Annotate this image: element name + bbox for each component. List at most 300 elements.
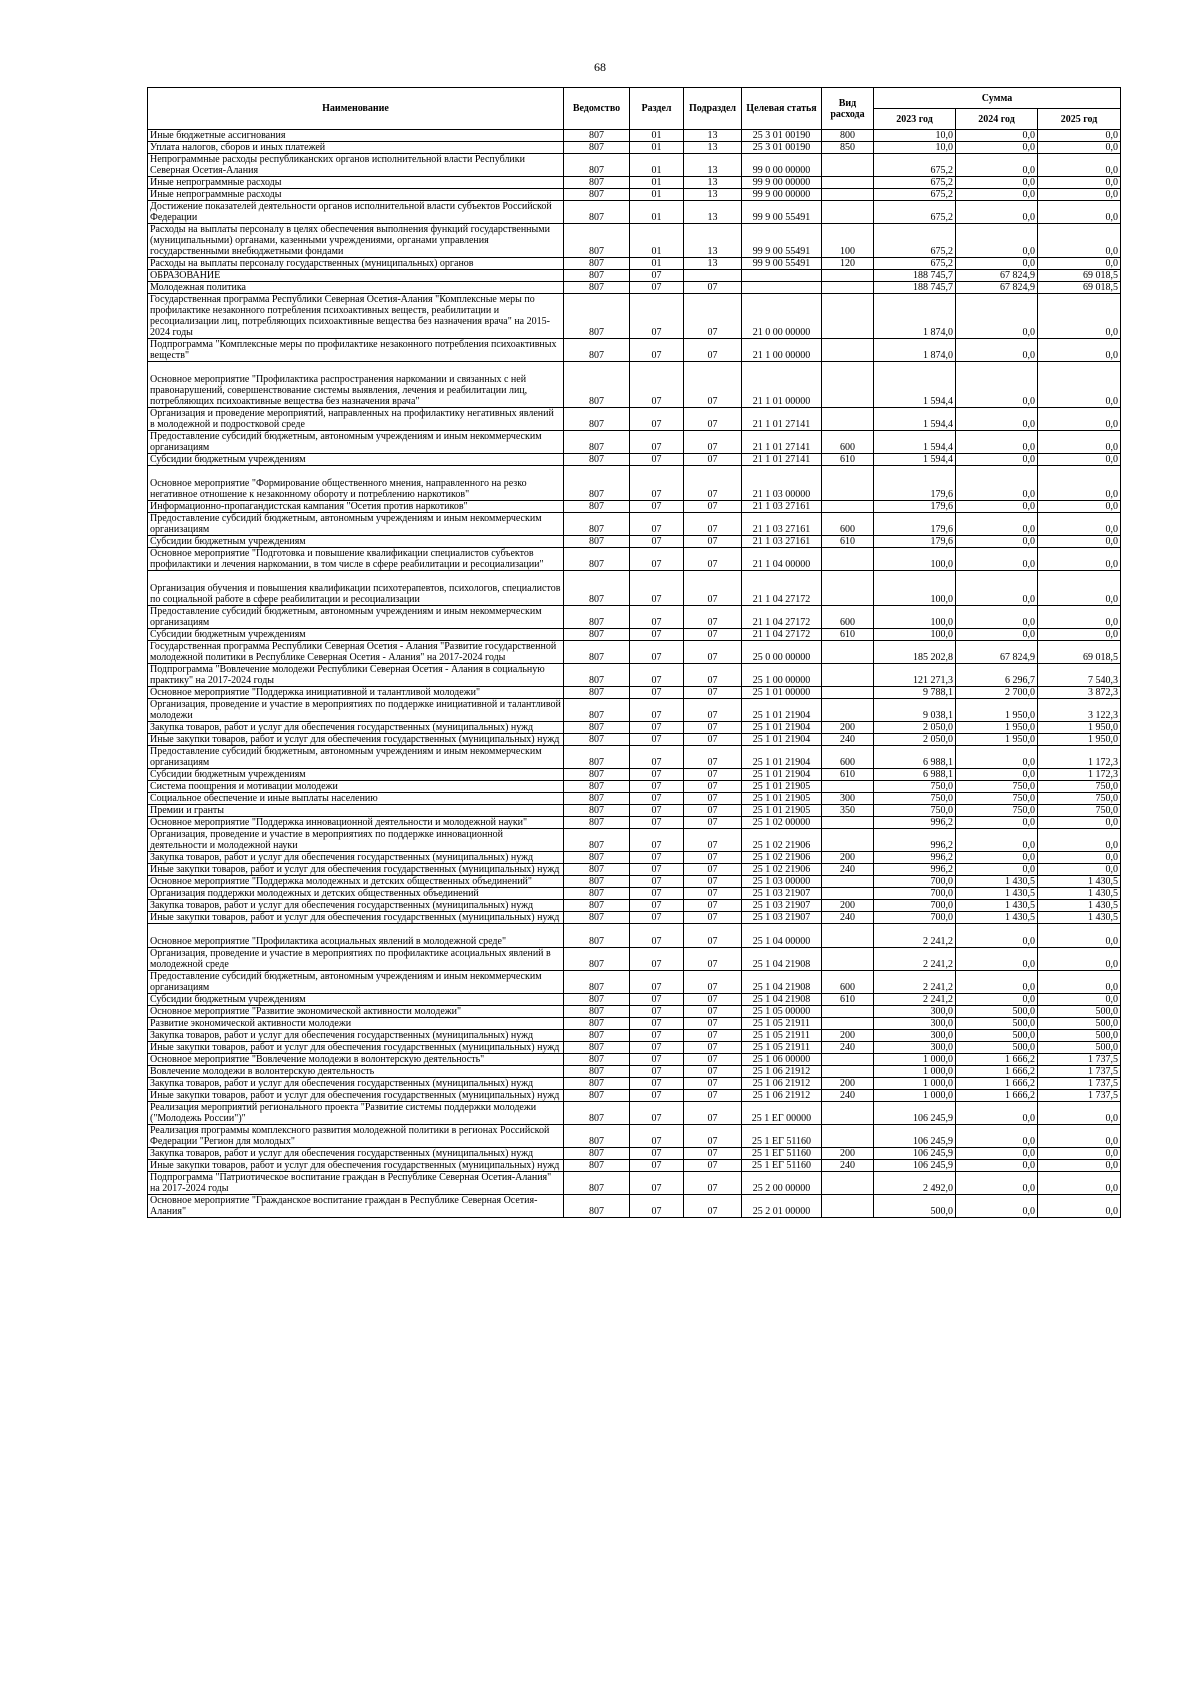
cell-name: Иные закупки товаров, работ и услуг для обеспечения государственных (муниципальных) нужд <box>148 1160 564 1172</box>
cell-podrazdel: 07 <box>684 722 742 734</box>
cell-target-article: 25 1 02 21906 <box>742 852 822 864</box>
cell-name: Основное мероприятие "Подготовка и повышение квалификации специалистов субъектов профилактики и лечения наркомании, в том числе в сфере реабилитации и ресоциализации" <box>148 548 564 571</box>
cell-2024: 1 666,2 <box>956 1066 1038 1078</box>
cell-vedomstvo: 807 <box>564 177 630 189</box>
cell-expense-type <box>822 817 874 829</box>
cell-name: Расходы на выплаты персоналу в целях обеспечения выполнения функций государственными (муниципальными) органами, казенными учреждениями, органами управления государственными внебюджетными фондами <box>148 224 564 258</box>
cell-name: Уплата налогов, сборов и иных платежей <box>148 142 564 154</box>
cell-expense-type: 610 <box>822 994 874 1006</box>
cell-name: Государственная программа Республики Северная Осетия-Алания "Комплексные меры по профилактике незаконного потребления психоактивных веществ, реабилитации и ресоциализации лиц, потребляющих психоактивные вещества без назначения врача" на 2015-2024 годы <box>148 294 564 339</box>
cell-2024: 0,0 <box>956 948 1038 971</box>
cell-vedomstvo: 807 <box>564 154 630 177</box>
cell-2025: 1 737,5 <box>1038 1078 1121 1090</box>
cell-2024: 0,0 <box>956 294 1038 339</box>
cell-2024: 1 430,5 <box>956 876 1038 888</box>
cell-name: Предоставление субсидий бюджетным, автономным учреждениям и иным некоммерческим организациям <box>148 513 564 536</box>
cell-2023: 2 241,2 <box>874 994 956 1006</box>
cell-2024: 67 824,9 <box>956 282 1038 294</box>
cell-expense-type <box>822 1172 874 1195</box>
cell-expense-type <box>822 294 874 339</box>
cell-razdel: 07 <box>630 817 684 829</box>
cell-razdel: 07 <box>630 1160 684 1172</box>
cell-name: Иные бюджетные ассигнования <box>148 130 564 142</box>
cell-2024: 0,0 <box>956 339 1038 362</box>
cell-2025: 0,0 <box>1038 201 1121 224</box>
cell-name: Субсидии бюджетным учреждениям <box>148 629 564 641</box>
cell-podrazdel: 07 <box>684 629 742 641</box>
cell-vedomstvo: 807 <box>564 1018 630 1030</box>
cell-razdel: 01 <box>630 177 684 189</box>
cell-podrazdel: 07 <box>684 1054 742 1066</box>
cell-name: Закупка товаров, работ и услуг для обеспечения государственных (муниципальных) нужд <box>148 1078 564 1090</box>
cell-podrazdel: 07 <box>684 454 742 466</box>
cell-2023: 996,2 <box>874 817 956 829</box>
cell-podrazdel: 07 <box>684 699 742 722</box>
table-row <box>148 699 1121 722</box>
cell-vedomstvo: 807 <box>564 142 630 154</box>
cell-podrazdel: 07 <box>684 687 742 699</box>
cell-name: Иные закупки товаров, работ и услуг для обеспечения государственных (муниципальных) нужд <box>148 912 564 924</box>
cell-razdel: 07 <box>630 548 684 571</box>
cell-target-article: 25 1 ЕГ 51160 <box>742 1160 822 1172</box>
cell-expense-type: 240 <box>822 1090 874 1102</box>
cell-2023: 675,2 <box>874 201 956 224</box>
cell-2023: 1 000,0 <box>874 1090 956 1102</box>
cell-razdel: 07 <box>630 513 684 536</box>
cell-podrazdel: 07 <box>684 1006 742 1018</box>
cell-2024: 0,0 <box>956 189 1038 201</box>
table-row <box>148 454 1121 466</box>
cell-expense-type <box>822 948 874 971</box>
cell-2025: 0,0 <box>1038 142 1121 154</box>
cell-target-article: 25 1 01 21904 <box>742 699 822 722</box>
header-razdel: Раздел <box>630 88 684 130</box>
cell-expense-type <box>822 1006 874 1018</box>
cell-expense-type: 300 <box>822 793 874 805</box>
cell-target-article: 21 1 03 00000 <box>742 466 822 501</box>
cell-razdel: 07 <box>630 1078 684 1090</box>
cell-2025: 0,0 <box>1038 1160 1121 1172</box>
cell-podrazdel: 07 <box>684 1172 742 1195</box>
cell-name: Закупка товаров, работ и услуг для обеспечения государственных (муниципальных) нужд <box>148 1030 564 1042</box>
cell-2025: 0,0 <box>1038 817 1121 829</box>
cell-expense-type: 200 <box>822 1078 874 1090</box>
cell-podrazdel: 07 <box>684 948 742 971</box>
cell-2025: 0,0 <box>1038 408 1121 431</box>
cell-2025: 1 950,0 <box>1038 722 1121 734</box>
table-row <box>148 876 1121 888</box>
cell-podrazdel: 07 <box>684 1066 742 1078</box>
cell-vedomstvo: 807 <box>564 769 630 781</box>
cell-name: Государственная программа Республики Северная Осетия - Алания "Развитие государственной молодежной политики в Республике Северная Осетия - Алания" на 2017-2024 годы <box>148 641 564 664</box>
cell-name: Реализация мероприятий регионального проекта "Развитие системы поддержки молодежи ("Молодежь России")" <box>148 1102 564 1125</box>
cell-target-article: 25 1 02 00000 <box>742 817 822 829</box>
table-row <box>148 1125 1121 1148</box>
cell-vedomstvo: 807 <box>564 864 630 876</box>
cell-podrazdel: 13 <box>684 189 742 201</box>
cell-name: Премии и гранты <box>148 805 564 817</box>
cell-name: Организация и проведение мероприятий, направленных на профилактику негативных явлений в молодежной и подростковой среде <box>148 408 564 431</box>
cell-2023: 106 245,9 <box>874 1160 956 1172</box>
cell-vedomstvo: 807 <box>564 606 630 629</box>
cell-2025: 1 430,5 <box>1038 912 1121 924</box>
cell-2024: 500,0 <box>956 1006 1038 1018</box>
cell-vedomstvo: 807 <box>564 817 630 829</box>
table-row <box>148 270 1121 282</box>
cell-2025: 0,0 <box>1038 1125 1121 1148</box>
cell-vedomstvo: 807 <box>564 201 630 224</box>
cell-razdel: 07 <box>630 270 684 282</box>
cell-razdel: 07 <box>630 1148 684 1160</box>
cell-2025: 69 018,5 <box>1038 270 1121 282</box>
cell-2024: 1 950,0 <box>956 734 1038 746</box>
cell-razdel: 07 <box>630 829 684 852</box>
cell-name: Основное мероприятие "Профилактика асоциальных явлений в молодежной среде" <box>148 924 564 948</box>
cell-razdel: 07 <box>630 746 684 769</box>
cell-target-article: 25 1 ЕГ 51160 <box>742 1125 822 1148</box>
cell-2025: 3 872,3 <box>1038 687 1121 699</box>
cell-podrazdel: 07 <box>684 1160 742 1172</box>
cell-2024: 1 666,2 <box>956 1078 1038 1090</box>
cell-2024: 0,0 <box>956 1102 1038 1125</box>
cell-2023: 121 271,3 <box>874 664 956 687</box>
cell-podrazdel: 07 <box>684 1148 742 1160</box>
cell-name: Основное мероприятие "Поддержка инициативной и талантливой молодежи" <box>148 687 564 699</box>
cell-2025: 1 430,5 <box>1038 876 1121 888</box>
cell-2024: 750,0 <box>956 793 1038 805</box>
cell-2024: 0,0 <box>956 501 1038 513</box>
cell-2023: 300,0 <box>874 1042 956 1054</box>
cell-2025: 0,0 <box>1038 864 1121 876</box>
cell-podrazdel: 07 <box>684 1042 742 1054</box>
cell-expense-type <box>822 177 874 189</box>
cell-target-article: 21 1 03 27161 <box>742 501 822 513</box>
cell-razdel: 07 <box>630 629 684 641</box>
cell-vedomstvo: 807 <box>564 699 630 722</box>
header-podrazdel: Подраздел <box>684 88 742 130</box>
cell-2023: 700,0 <box>874 912 956 924</box>
cell-podrazdel: 07 <box>684 924 742 948</box>
cell-2025: 500,0 <box>1038 1018 1121 1030</box>
table-row <box>148 571 1121 606</box>
cell-podrazdel: 07 <box>684 1030 742 1042</box>
cell-name: Закупка товаров, работ и услуг для обеспечения государственных (муниципальных) нужд <box>148 1148 564 1160</box>
cell-2023: 1 000,0 <box>874 1066 956 1078</box>
cell-vedomstvo: 807 <box>564 294 630 339</box>
cell-vedomstvo: 807 <box>564 722 630 734</box>
cell-podrazdel: 07 <box>684 971 742 994</box>
cell-vedomstvo: 807 <box>564 1066 630 1078</box>
cell-name: Предоставление субсидий бюджетным, автономным учреждениям и иным некоммерческим организациям <box>148 606 564 629</box>
cell-2025: 0,0 <box>1038 177 1121 189</box>
cell-expense-type: 610 <box>822 769 874 781</box>
cell-expense-type <box>822 362 874 408</box>
cell-podrazdel: 07 <box>684 1125 742 1148</box>
cell-expense-type <box>822 282 874 294</box>
cell-2024: 500,0 <box>956 1018 1038 1030</box>
cell-target-article: 21 1 01 27141 <box>742 431 822 454</box>
table-row <box>148 1066 1121 1078</box>
cell-podrazdel: 07 <box>684 282 742 294</box>
cell-target-article: 25 1 01 21904 <box>742 734 822 746</box>
cell-2023: 106 245,9 <box>874 1148 956 1160</box>
cell-vedomstvo: 807 <box>564 1030 630 1042</box>
header-name: Наименование <box>148 88 564 130</box>
cell-2025: 750,0 <box>1038 805 1121 817</box>
cell-expense-type: 610 <box>822 454 874 466</box>
cell-podrazdel: 13 <box>684 154 742 177</box>
cell-2023: 188 745,7 <box>874 282 956 294</box>
cell-2024: 67 824,9 <box>956 270 1038 282</box>
cell-expense-type <box>822 154 874 177</box>
cell-2023: 179,6 <box>874 466 956 501</box>
cell-expense-type <box>822 201 874 224</box>
cell-2023: 750,0 <box>874 781 956 793</box>
table-row <box>148 900 1121 912</box>
table-row <box>148 924 1121 948</box>
cell-name: Иные непрограммные расходы <box>148 177 564 189</box>
cell-2024: 1 950,0 <box>956 722 1038 734</box>
cell-2025: 0,0 <box>1038 971 1121 994</box>
cell-name: Основное мероприятие "Гражданское воспитание граждан в Республике Северная Осетия- Алания" <box>148 1195 564 1218</box>
header-2023: 2023 год <box>874 109 956 130</box>
cell-name: Основное мероприятие "Вовлечение молодежи в волонтерскую деятельность" <box>148 1054 564 1066</box>
cell-2025: 0,0 <box>1038 362 1121 408</box>
cell-razdel: 07 <box>630 805 684 817</box>
cell-podrazdel: 13 <box>684 130 742 142</box>
cell-target-article: 25 1 01 00000 <box>742 687 822 699</box>
cell-2024: 0,0 <box>956 548 1038 571</box>
cell-podrazdel: 07 <box>684 734 742 746</box>
cell-vedomstvo: 807 <box>564 130 630 142</box>
cell-podrazdel: 07 <box>684 829 742 852</box>
cell-razdel: 07 <box>630 912 684 924</box>
cell-2023: 700,0 <box>874 876 956 888</box>
cell-target-article: 25 1 04 00000 <box>742 924 822 948</box>
cell-name: Организация, проведение и участие в мероприятиях по поддержке инициативной и талантливой молодежи <box>148 699 564 722</box>
cell-name: Иные непрограммные расходы <box>148 189 564 201</box>
cell-target-article: 25 1 01 21905 <box>742 781 822 793</box>
cell-vedomstvo: 807 <box>564 258 630 270</box>
cell-2023: 675,2 <box>874 258 956 270</box>
cell-name: Организация, проведение и участие в мероприятиях по профилактике асоциальных явлений в молодежной среде <box>148 948 564 971</box>
cell-2025: 0,0 <box>1038 154 1121 177</box>
cell-name: Молодежная политика <box>148 282 564 294</box>
cell-2023: 1 594,4 <box>874 408 956 431</box>
cell-target-article: 25 1 06 21912 <box>742 1066 822 1078</box>
cell-expense-type: 240 <box>822 734 874 746</box>
cell-2025: 0,0 <box>1038 466 1121 501</box>
cell-2024: 1 430,5 <box>956 888 1038 900</box>
cell-vedomstvo: 807 <box>564 1054 630 1066</box>
cell-razdel: 07 <box>630 864 684 876</box>
cell-razdel: 07 <box>630 852 684 864</box>
cell-name: Организация, проведение и участие в мероприятиях по поддержке инновационной деятельности и молодежной науки <box>148 829 564 852</box>
table-row <box>148 1042 1121 1054</box>
cell-target-article: 21 1 01 27141 <box>742 408 822 431</box>
cell-podrazdel: 07 <box>684 994 742 1006</box>
cell-2024: 0,0 <box>956 454 1038 466</box>
cell-target-article: 99 9 00 55491 <box>742 201 822 224</box>
cell-2024: 0,0 <box>956 362 1038 408</box>
cell-2024: 1 666,2 <box>956 1090 1038 1102</box>
table-row <box>148 888 1121 900</box>
cell-target-article: 25 1 ЕГ 51160 <box>742 1148 822 1160</box>
cell-2024: 0,0 <box>956 201 1038 224</box>
cell-2024: 0,0 <box>956 408 1038 431</box>
table-row <box>148 852 1121 864</box>
budget-table-wrapper <box>147 87 1120 1218</box>
cell-razdel: 07 <box>630 699 684 722</box>
cell-2024: 0,0 <box>956 769 1038 781</box>
cell-target-article: 25 2 01 00000 <box>742 1195 822 1218</box>
cell-podrazdel: 07 <box>684 900 742 912</box>
cell-2025: 0,0 <box>1038 339 1121 362</box>
cell-vedomstvo: 807 <box>564 641 630 664</box>
cell-2025: 1 737,5 <box>1038 1066 1121 1078</box>
cell-razdel: 07 <box>630 900 684 912</box>
cell-expense-type: 200 <box>822 1030 874 1042</box>
cell-vedomstvo: 807 <box>564 1125 630 1148</box>
cell-2025: 0,0 <box>1038 1195 1121 1218</box>
cell-target-article: 25 1 04 21908 <box>742 994 822 1006</box>
cell-expense-type: 850 <box>822 142 874 154</box>
cell-2023: 6 988,1 <box>874 746 956 769</box>
cell-razdel: 07 <box>630 687 684 699</box>
cell-razdel: 07 <box>630 948 684 971</box>
cell-2024: 0,0 <box>956 1125 1038 1148</box>
cell-2024: 0,0 <box>956 224 1038 258</box>
cell-name: Реализация программы комплексного развития молодежной политики в регионах Российской Федерации "Регион для молодых" <box>148 1125 564 1148</box>
cell-podrazdel: 13 <box>684 142 742 154</box>
cell-expense-type <box>822 641 874 664</box>
cell-2023: 6 988,1 <box>874 769 956 781</box>
cell-vedomstvo: 807 <box>564 1090 630 1102</box>
table-row <box>148 142 1121 154</box>
cell-2024: 1 430,5 <box>956 912 1038 924</box>
cell-name: ОБРАЗОВАНИЕ <box>148 270 564 282</box>
cell-name: Основное мероприятие "Профилактика распространения наркомании и связанных с ней правонарушений, совершенствование системы выявления, лечения и реабилитации лиц, потребляющих психоактивные вещества без назначения врача" <box>148 362 564 408</box>
cell-2023: 9 788,1 <box>874 687 956 699</box>
cell-razdel: 07 <box>630 1195 684 1218</box>
cell-target-article: 21 0 00 00000 <box>742 294 822 339</box>
cell-vedomstvo: 807 <box>564 548 630 571</box>
cell-2024: 0,0 <box>956 829 1038 852</box>
cell-2025: 69 018,5 <box>1038 641 1121 664</box>
cell-razdel: 01 <box>630 142 684 154</box>
cell-razdel: 07 <box>630 454 684 466</box>
cell-2024: 0,0 <box>956 142 1038 154</box>
cell-podrazdel: 13 <box>684 201 742 224</box>
cell-vedomstvo: 807 <box>564 781 630 793</box>
cell-razdel: 07 <box>630 1125 684 1148</box>
cell-vedomstvo: 807 <box>564 536 630 548</box>
table-row <box>148 408 1121 431</box>
cell-expense-type <box>822 1066 874 1078</box>
cell-2024: 0,0 <box>956 924 1038 948</box>
cell-razdel: 07 <box>630 793 684 805</box>
table-row <box>148 817 1121 829</box>
cell-2024: 0,0 <box>956 536 1038 548</box>
cell-target-article: 21 1 04 00000 <box>742 548 822 571</box>
cell-razdel: 07 <box>630 888 684 900</box>
cell-2023: 675,2 <box>874 177 956 189</box>
cell-expense-type: 200 <box>822 900 874 912</box>
cell-target-article: 21 1 03 27161 <box>742 536 822 548</box>
table-row <box>148 294 1121 339</box>
cell-podrazdel: 07 <box>684 466 742 501</box>
cell-target-article: 25 1 03 21907 <box>742 888 822 900</box>
cell-razdel: 07 <box>630 994 684 1006</box>
cell-name: Подпрограмма "Патриотическое воспитание граждан в Республике Северная Осетия-Алания" на 2017-2024 годы <box>148 1172 564 1195</box>
cell-target-article: 25 1 ЕГ 00000 <box>742 1102 822 1125</box>
cell-2023: 996,2 <box>874 829 956 852</box>
cell-2023: 996,2 <box>874 864 956 876</box>
cell-razdel: 07 <box>630 1018 684 1030</box>
cell-vedomstvo: 807 <box>564 912 630 924</box>
cell-podrazdel: 13 <box>684 224 742 258</box>
cell-name: Закупка товаров, работ и услуг для обеспечения государственных (муниципальных) нужд <box>148 722 564 734</box>
table-row <box>148 1090 1121 1102</box>
cell-razdel: 01 <box>630 189 684 201</box>
cell-expense-type <box>822 466 874 501</box>
table-row <box>148 722 1121 734</box>
cell-podrazdel: 07 <box>684 805 742 817</box>
table-row <box>148 189 1121 201</box>
cell-vedomstvo: 807 <box>564 571 630 606</box>
cell-2025: 0,0 <box>1038 548 1121 571</box>
cell-target-article: 25 1 02 21906 <box>742 864 822 876</box>
cell-expense-type <box>822 571 874 606</box>
cell-2024: 0,0 <box>956 571 1038 606</box>
cell-2024: 1 950,0 <box>956 699 1038 722</box>
cell-podrazdel: 07 <box>684 339 742 362</box>
cell-expense-type <box>822 1054 874 1066</box>
cell-target-article: 25 1 02 21906 <box>742 829 822 852</box>
cell-target-article: 21 1 04 27172 <box>742 629 822 641</box>
cell-podrazdel: 07 <box>684 536 742 548</box>
table-row <box>148 781 1121 793</box>
cell-target-article: 21 1 01 00000 <box>742 362 822 408</box>
table-row <box>148 339 1121 362</box>
table-row <box>148 687 1121 699</box>
cell-target-article: 25 1 04 21908 <box>742 971 822 994</box>
table-row <box>148 734 1121 746</box>
cell-name: Подпрограмма "Комплексные меры по профилактике незаконного потребления психоактивных веществ" <box>148 339 564 362</box>
cell-vedomstvo: 807 <box>564 362 630 408</box>
cell-2024: 0,0 <box>956 258 1038 270</box>
cell-2024: 1 430,5 <box>956 900 1038 912</box>
cell-name: Основное мероприятие "Поддержка молодежных и детских общественных объединений" <box>148 876 564 888</box>
table-row <box>148 466 1121 501</box>
table-row <box>148 258 1121 270</box>
cell-razdel: 07 <box>630 664 684 687</box>
cell-target-article: 99 0 00 00000 <box>742 154 822 177</box>
cell-expense-type: 240 <box>822 864 874 876</box>
cell-2023: 9 038,1 <box>874 699 956 722</box>
cell-2025: 1 172,3 <box>1038 769 1121 781</box>
cell-razdel: 07 <box>630 339 684 362</box>
cell-podrazdel: 07 <box>684 664 742 687</box>
table-row <box>148 1160 1121 1172</box>
table-row <box>148 431 1121 454</box>
cell-podrazdel: 13 <box>684 177 742 189</box>
cell-2023: 1 874,0 <box>874 339 956 362</box>
cell-expense-type <box>822 924 874 948</box>
cell-2023: 750,0 <box>874 793 956 805</box>
cell-2023: 10,0 <box>874 130 956 142</box>
cell-target-article: 21 1 03 27161 <box>742 513 822 536</box>
